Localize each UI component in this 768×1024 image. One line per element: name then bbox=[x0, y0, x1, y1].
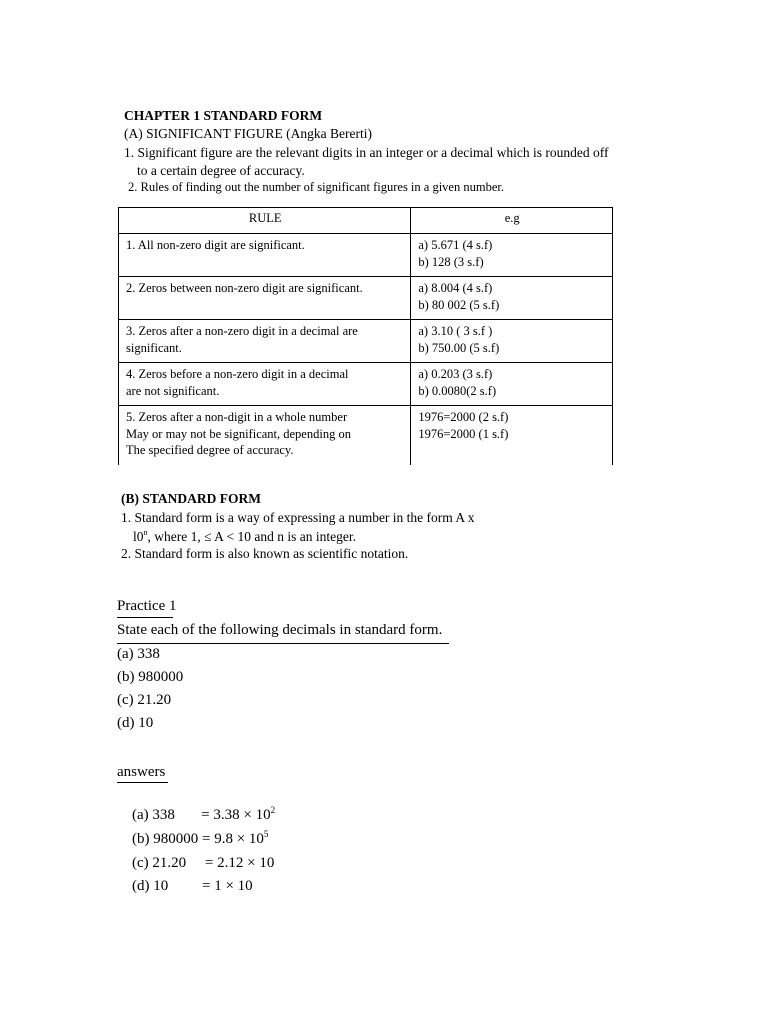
answer-text: (b) 980000 = 9.8 × 10 bbox=[132, 831, 264, 847]
section-b-point2: 2. Standard form is also known as scientific notation. bbox=[121, 546, 409, 561]
rule-column-header: RULE bbox=[119, 208, 411, 234]
section-a-point2: 2. Rules of finding out the number of significant figures in a given number. bbox=[128, 180, 504, 194]
example-cell bbox=[411, 234, 613, 277]
example-line: a) 8.004 (4 s.f) bbox=[418, 281, 493, 295]
rule-text-line: May or may not be significant, depending on bbox=[126, 426, 351, 441]
section-a-heading: (A) SIGNIFICANT FIGURE (Angka Bererti) bbox=[124, 126, 372, 141]
rule-text-line: 3. Zeros after a non-zero digit in a decimal are bbox=[126, 324, 358, 338]
example-line: b) 80 002 (5 s.f) bbox=[418, 297, 500, 312]
table-row bbox=[119, 363, 613, 406]
question-item: (a) 338 bbox=[117, 646, 160, 662]
instruction-underline bbox=[117, 643, 449, 644]
question-item: (d) 10 bbox=[117, 715, 154, 731]
example-cell bbox=[411, 277, 613, 320]
rule-text-line: 1. All non-zero digit are significant. bbox=[126, 238, 305, 252]
answer-text: (a) 338 = 3.38 × 10 bbox=[132, 807, 271, 823]
rule-text-line: are not significant. bbox=[126, 383, 220, 398]
rule-text-line: The specified degree of accuracy. bbox=[126, 443, 294, 457]
power-exponent: n bbox=[143, 528, 148, 537]
table-row bbox=[119, 234, 613, 277]
section-b-point1-line1: 1. Standard form is a way of expressing a number in the form A x bbox=[121, 510, 475, 525]
question-item: (c) 21.20 bbox=[117, 692, 172, 708]
practice-title: Practice 1 bbox=[117, 598, 177, 614]
answers-label: answers bbox=[117, 764, 166, 780]
rule-text-line: 5. Zeros after a non-digit in a whole number bbox=[126, 410, 348, 424]
rule-cell bbox=[119, 363, 411, 406]
example-line: a) 0.203 (3 s.f) bbox=[418, 367, 493, 381]
rule-cell bbox=[119, 406, 411, 465]
rule-cell bbox=[119, 234, 411, 277]
example-cell bbox=[411, 363, 613, 406]
example-line: b) 128 (3 s.f) bbox=[418, 254, 484, 269]
section-b-point1-line2-rest: , where 1, ≤ A < 10 and n is an integer. bbox=[147, 529, 357, 544]
chapter-title: CHAPTER 1 STANDARD FORM bbox=[124, 108, 323, 123]
section-a-point1-line1: 1. Significant figure are the relevant digits in an integer or a decimal which is rounded off bbox=[124, 145, 609, 160]
rule-cell bbox=[119, 320, 411, 363]
example-line: b) 0.0080(2 s.f) bbox=[418, 383, 497, 398]
answer-text: (c) 21.20 = 2.12 × 10 bbox=[132, 855, 275, 871]
rule-text-line: 4. Zeros before a non-zero digit in a decimal bbox=[126, 367, 349, 381]
table-row bbox=[119, 320, 613, 363]
table-row bbox=[119, 406, 613, 465]
example-line: a) 5.671 (4 s.f) bbox=[418, 238, 493, 252]
answer-exponent: 5 bbox=[263, 829, 269, 839]
section-b-heading: (B) STANDARD FORM bbox=[121, 491, 261, 506]
question-item: (b) 980000 bbox=[117, 669, 184, 685]
example-cell bbox=[411, 406, 613, 465]
significant-figure-rules-table bbox=[118, 207, 613, 465]
table-header-row bbox=[119, 208, 613, 234]
rule-text-line: significant. bbox=[126, 340, 182, 355]
example-cell bbox=[411, 320, 613, 363]
rule-cell bbox=[119, 277, 411, 320]
eg-column-header: e.g bbox=[411, 208, 613, 234]
rule-text-line: 2. Zeros between non-zero digit are significant. bbox=[126, 281, 363, 295]
example-line: 1976=2000 (2 s.f) bbox=[418, 410, 509, 424]
example-line: b) 750.00 (5 s.f) bbox=[418, 340, 500, 355]
answers-label-underline bbox=[117, 782, 168, 783]
section-a-point1-line2: to a certain degree of accuracy. bbox=[137, 163, 305, 178]
table-row bbox=[119, 277, 613, 320]
example-line: a) 3.10 ( 3 s.f ) bbox=[418, 324, 493, 338]
section-b-point1-line2 bbox=[133, 528, 356, 545]
practice-title-underline bbox=[117, 617, 173, 618]
answer-text: (d) 10 = 1 × 10 bbox=[132, 878, 253, 894]
example-line: 1976=2000 (1 s.f) bbox=[418, 426, 509, 441]
answer-item bbox=[117, 859, 253, 912]
power-base: l0 bbox=[133, 529, 144, 544]
practice-instruction: State each of the following decimals in standard form. bbox=[117, 622, 443, 638]
answer-exponent: 2 bbox=[270, 805, 276, 815]
